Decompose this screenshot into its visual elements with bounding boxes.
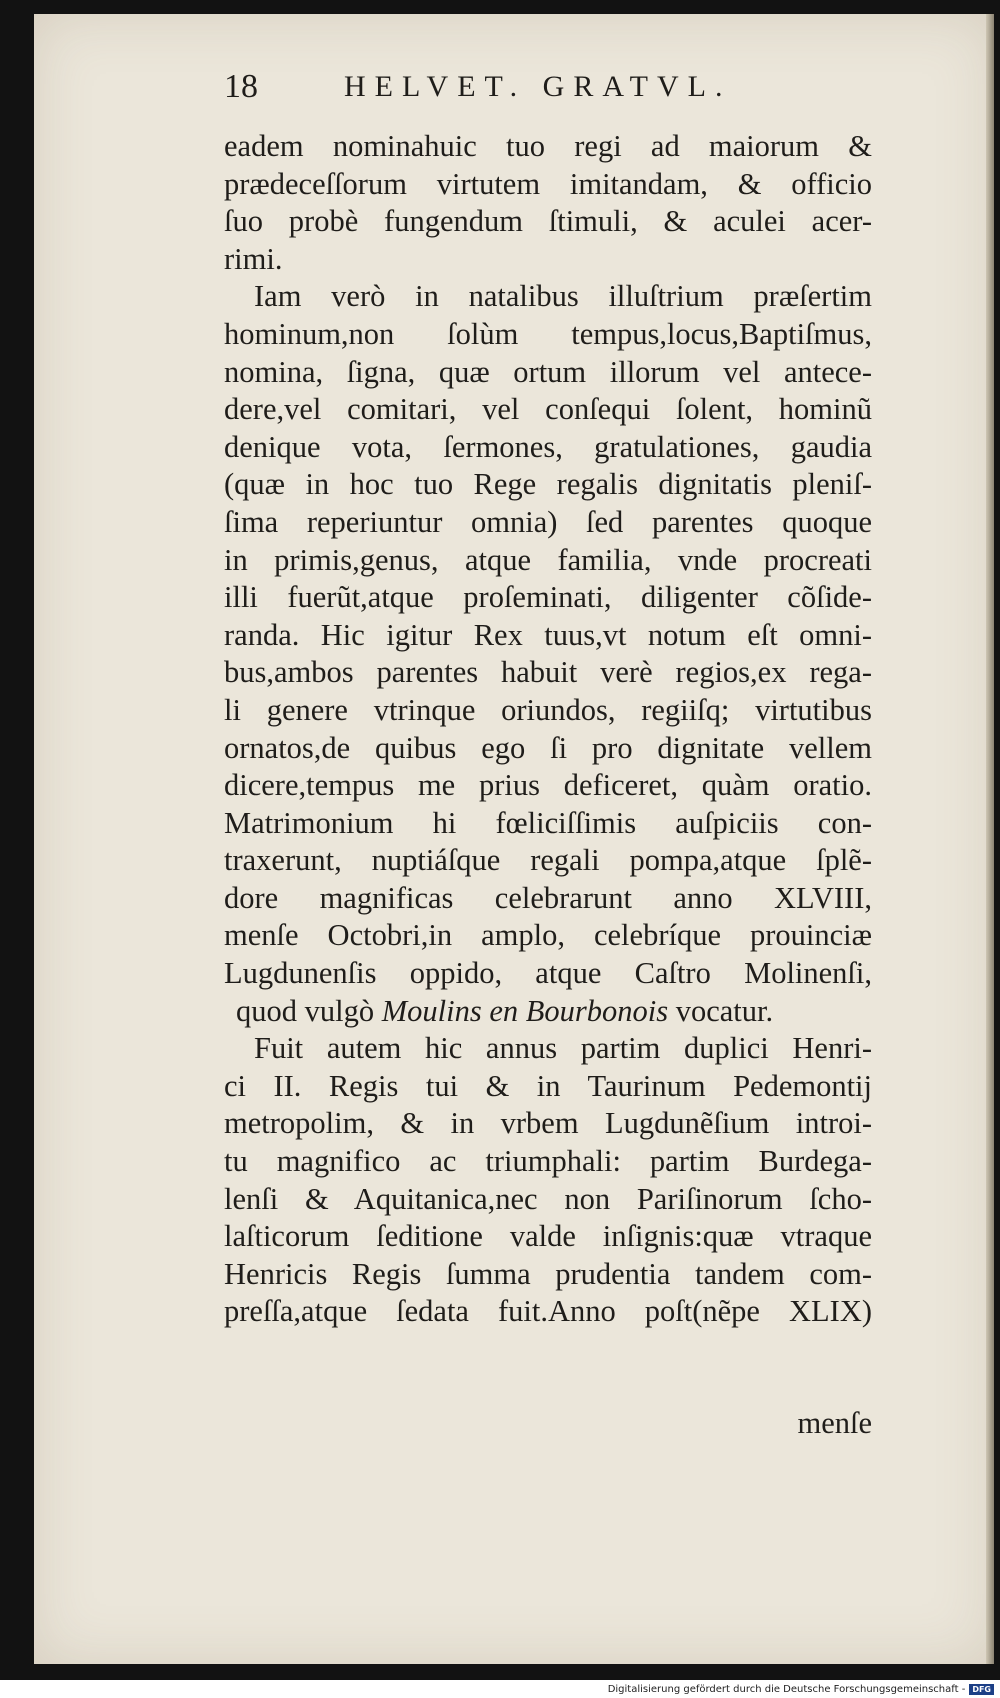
text-line: (quæ in hoc tuo Rege regalis dignitatis pleniſ- <box>224 467 872 502</box>
text-line: denique vota, ſermones, gratulationes, gaudia <box>224 429 872 464</box>
text-line: dicere,tempus me prius deficeret, quàm oratio. <box>224 768 872 803</box>
running-title: HELVET. GRATVL. <box>344 70 732 103</box>
text-line: rimi. <box>224 241 283 276</box>
page-number: 18 <box>224 68 258 105</box>
catchword: menſe <box>797 1406 872 1440</box>
text-line <box>224 993 872 1031</box>
text-line: in primis,genus, atque familia, vnde procreati <box>224 542 872 577</box>
text-line: ci II. Regis tui & in Taurinum Pedemontij <box>224 1068 872 1103</box>
body-text <box>224 128 872 1331</box>
text-line: tu magnifico ac triumphali: partim Burdega- <box>224 1144 872 1179</box>
text-line: Matrimonium hi fœliciſſimis auſpiciis con- <box>224 805 872 840</box>
dfg-logo: DFG <box>969 1684 994 1695</box>
text-line-end: vocatur. <box>675 993 774 1028</box>
text-line: illi fuerũt,atque proſeminati, diligenter cõſide- <box>224 580 872 615</box>
digitization-credit <box>608 1684 994 1695</box>
text-line: prædeceſſorum virtutem imitandam, & officio <box>224 166 872 201</box>
text-line: lenſi & Aquitanica,nec non Pariſinorum ſcho- <box>224 1181 872 1216</box>
text-line: li genere vtrinque oriundos, regiiſq; virtutibus <box>224 692 872 727</box>
text-line: laſticorum ſeditione valde inſignis:quæ vtraque <box>224 1219 872 1254</box>
page-header <box>224 68 824 118</box>
text-line: hominum,non ſolùm tempus,locus,Baptiſmus, <box>224 316 872 351</box>
text-line: ſuo probè fungendum ſtimuli, & aculei acer- <box>224 204 872 239</box>
text-line: bus,ambos parentes habuit verè regios,ex rega- <box>224 655 872 690</box>
text-line: dere,vel comitari, vel conſequi ſolent, hominũ <box>224 392 872 427</box>
text-line: ornatos,de quibus ego ſi pro dignitate vellem <box>224 730 872 765</box>
text-line: eadem nominahuic tuo regi ad maiorum & <box>224 129 872 163</box>
italic-place-name: Moulins en Bourbonois <box>381 993 669 1028</box>
text-line: randa. Hic igitur Rex tuus,vt notum eſt omni- <box>224 617 872 652</box>
credit-text: Digitalisierung gefördert durch die Deutsche Forschungsgemeinschaft - <box>607 1684 966 1695</box>
text-line: traxerunt, nuptiáſque regali pompa,atque ſplẽ- <box>224 843 872 878</box>
text-line: Iam verò in natalibus illuſtrium præſertim <box>254 279 872 314</box>
text-line: ſima reperiuntur omnia) ſed parentes quoque <box>224 504 872 539</box>
text-line: Fuit autem hic annus partim duplici Henri- <box>254 1031 872 1066</box>
text-line: dore magnificas celebrarunt anno XLVIII, <box>224 880 872 915</box>
text-line: preſſa,atque ſedata fuit.Anno poſt(nẽpe XLIX) <box>224 1294 872 1329</box>
text-line: menſe Octobri,in amplo, celebríque prouinciæ <box>224 918 872 953</box>
text-line: Lugdunenſis oppido, atque Caſtro Molinenſi, <box>224 956 872 991</box>
text-line-start: quod vulgò <box>236 993 375 1028</box>
text-line: nomina, ſigna, quæ ortum illorum vel antece- <box>224 354 872 389</box>
page-edge <box>986 14 994 1664</box>
text-line: Henricis Regis ſumma prudentia tandem com- <box>224 1256 872 1291</box>
text-line: metropolim, & in vrbem Lugdunẽſium introi- <box>224 1106 872 1141</box>
